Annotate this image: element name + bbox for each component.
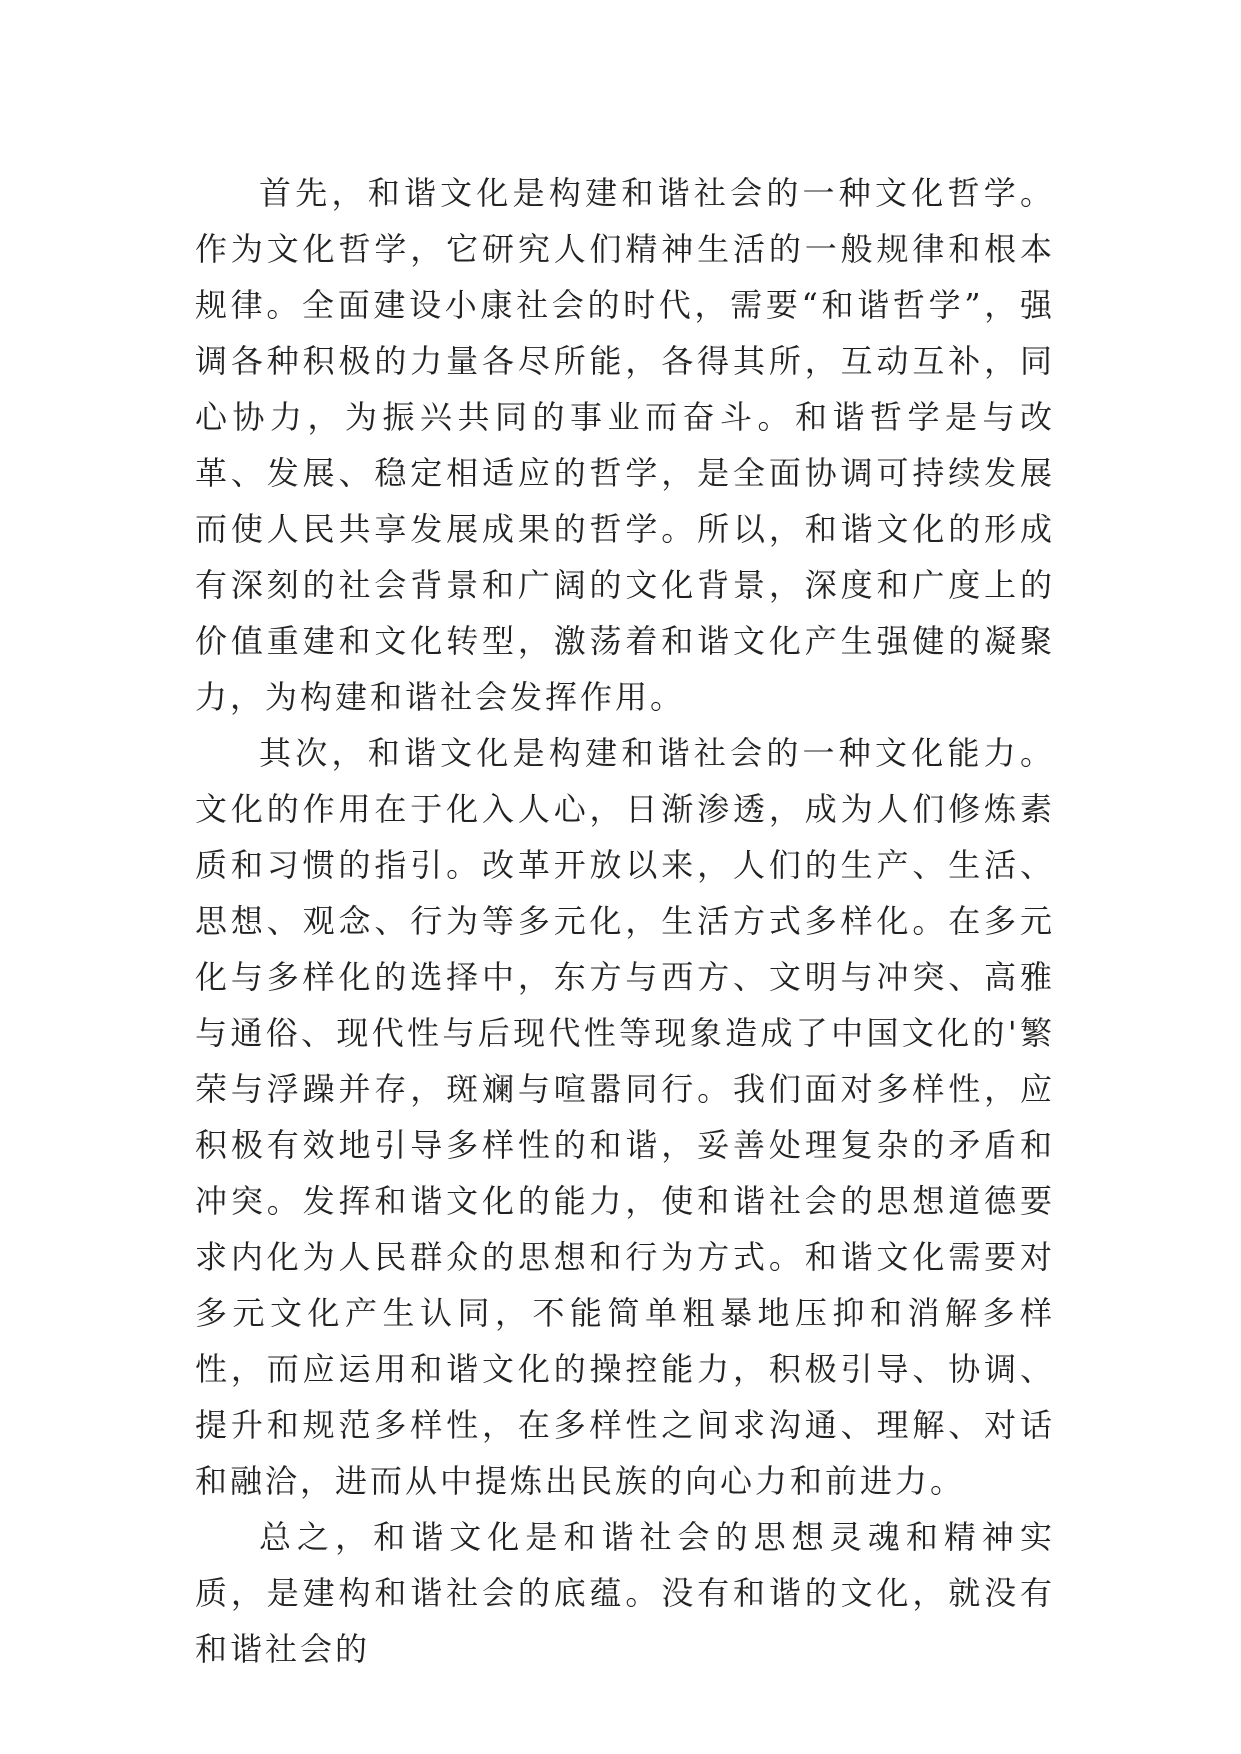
paragraph-3: 总之，和谐文化是和谐社会的思想灵魂和精神实质，是建构和谐社会的底蕴。没有和谐的文化，就没有和谐社会的 xyxy=(195,1518,1055,1668)
document-body xyxy=(195,165,1055,1677)
paragraph-2: 其次，和谐文化是构建和谐社会的一种文化能力。文化的作用在于化入人心，日渐渗透，成为人们修炼素质和习惯的指引。改革开放以来，人们的生产、生活、思想、观念、行为等多元化，生活方式多样化。在多元化与多样化的选择中，东方与西方、文明与冲突、高雅与通俗、现代性与后现代性等现象造成了中国文化的'繁荣与浮躁并存，斑斓与喧嚣同行。我们面对多样性，应积极有效地引导多样性的和谐，妥善处理复杂的矛盾和冲突。发挥和谐文化的能力，使和谐社会的思想道德要求内化为人民群众的思想和行为方式。和谐文化需要对多元文化产生认同，不能简单粗暴地压抑和消解多样性，而应运用和谐文化的操控能力，积极引导、协调、提升和规范多样性，在多样性之间求沟通、理解、对话和融洽，进而从中提炼出民族的向心力和前进力。 xyxy=(195,734,1055,1500)
paragraph-1: 首先，和谐文化是构建和谐社会的一种文化哲学。作为文化哲学，它研究人们精神生活的一般规律和根本规律。全面建设小康社会的时代，需要“和谐哲学”，强调各种积极的力量各尽所能，各得其所，互动互补，同心协力，为振兴共同的事业而奋斗。和谐哲学是与改革、发展、稳定相适应的哲学，是全面协调可持续发展而使人民共享发展成果的哲学。所以，和谐文化的形成有深刻的社会背景和广阔的文化背景，深度和广度上的价值重建和文化转型，激荡着和谐文化产生强健的凝聚力，为构建和谐社会发挥作用。 xyxy=(195,174,1055,716)
